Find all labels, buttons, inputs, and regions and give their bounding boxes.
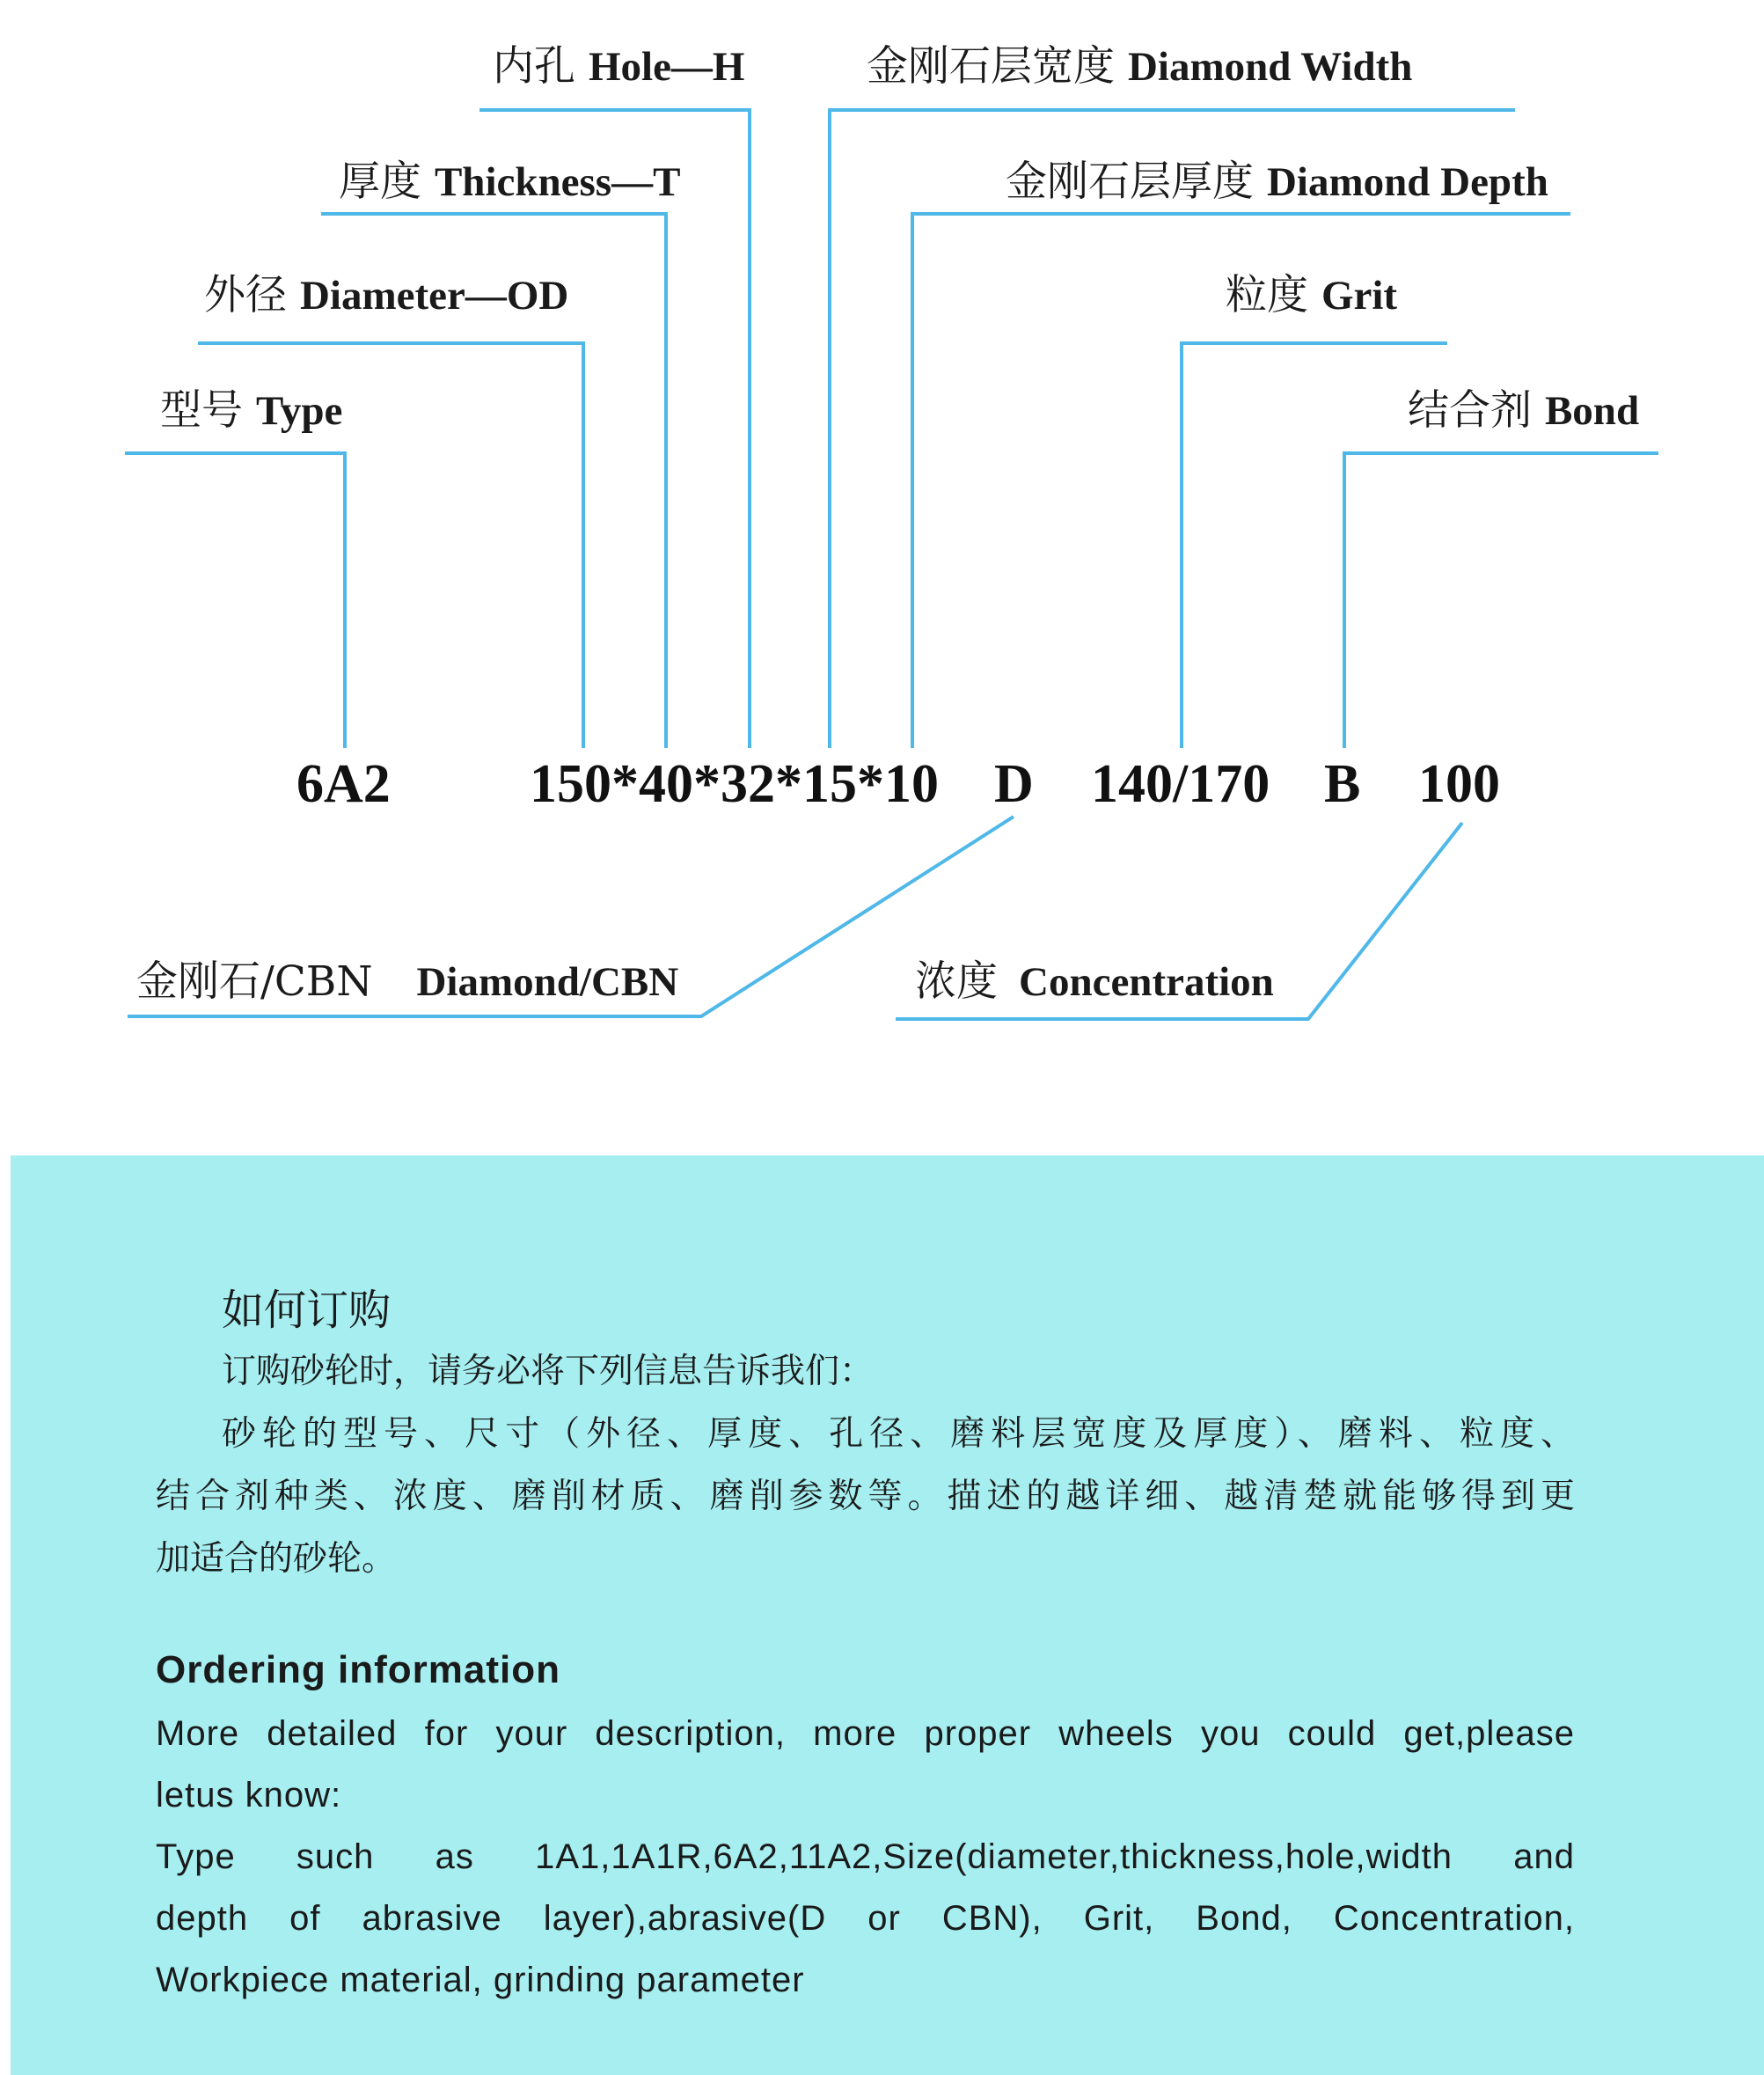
code-concentration: 100 (1418, 754, 1500, 814)
diamond-width-label: 金刚石层宽度 Diamond Width (867, 42, 1413, 91)
code-size: 150*40*32*15*10 (530, 754, 939, 814)
hole-label: 内孔 Hole—H (493, 42, 745, 91)
cn-ordering-line: 加适合的砂轮。 (156, 1539, 397, 1579)
diameter-label: 外径 Diameter—OD (204, 271, 569, 319)
diamond-depth-label: 金刚石层厚度 Diamond Depth (1006, 158, 1548, 206)
en-ordering-line: Workpiece material, grinding parameter (156, 1961, 805, 1999)
type-leader (125, 453, 345, 748)
cn-ordering-line: 砂轮的型号、尺寸（外径、厚度、孔径、磨料层宽度及厚度）、磨料、粒度、 (222, 1414, 1575, 1454)
cn-ordering-title: 如何订购 (222, 1286, 392, 1335)
abrasive-label: 金刚石/CBN Diamond/CBN (136, 957, 679, 1006)
bond-leader (1344, 453, 1658, 748)
cn-ordering-line: 结合剂种类、浓度、磨削材质、磨削参数等。描述的越详细、越清楚就能够得到更 (156, 1477, 1575, 1516)
bond-label: 结合剂 Bond (1408, 386, 1640, 435)
thickness-label: 厚度 Thickness—T (339, 158, 681, 206)
code-abrasive: D (994, 754, 1034, 814)
concentration-label: 浓度 Concentration (915, 957, 1274, 1006)
grit-label: 粒度 Grit (1226, 271, 1398, 319)
type-label: 型号 Type (160, 386, 343, 435)
ordering-info-panel (11, 1155, 1764, 2075)
cn-ordering-line: 订购砂轮时，请务必将下列信息告诉我们： (222, 1352, 875, 1391)
en-ordering-line: Type such as 1A1,1A1R,6A2,11A2,Size(diameter,thickness,hole,width and (156, 1837, 1575, 1876)
code-bond: B (1324, 754, 1361, 814)
en-ordering-line: depth of abrasive layer),abrasive(D or CBN), Grit, Bond, Concentration, (156, 1899, 1575, 1938)
en-ordering-line: letus know: (156, 1776, 342, 1815)
en-ordering-line: More detailed for your description, more proper wheels you could get,please (156, 1714, 1575, 1753)
code-grit: 140/170 (1091, 754, 1270, 814)
code-type: 6A2 (296, 754, 391, 814)
en-ordering-title: Ordering information (156, 1648, 560, 1691)
hole-leader (479, 110, 750, 748)
